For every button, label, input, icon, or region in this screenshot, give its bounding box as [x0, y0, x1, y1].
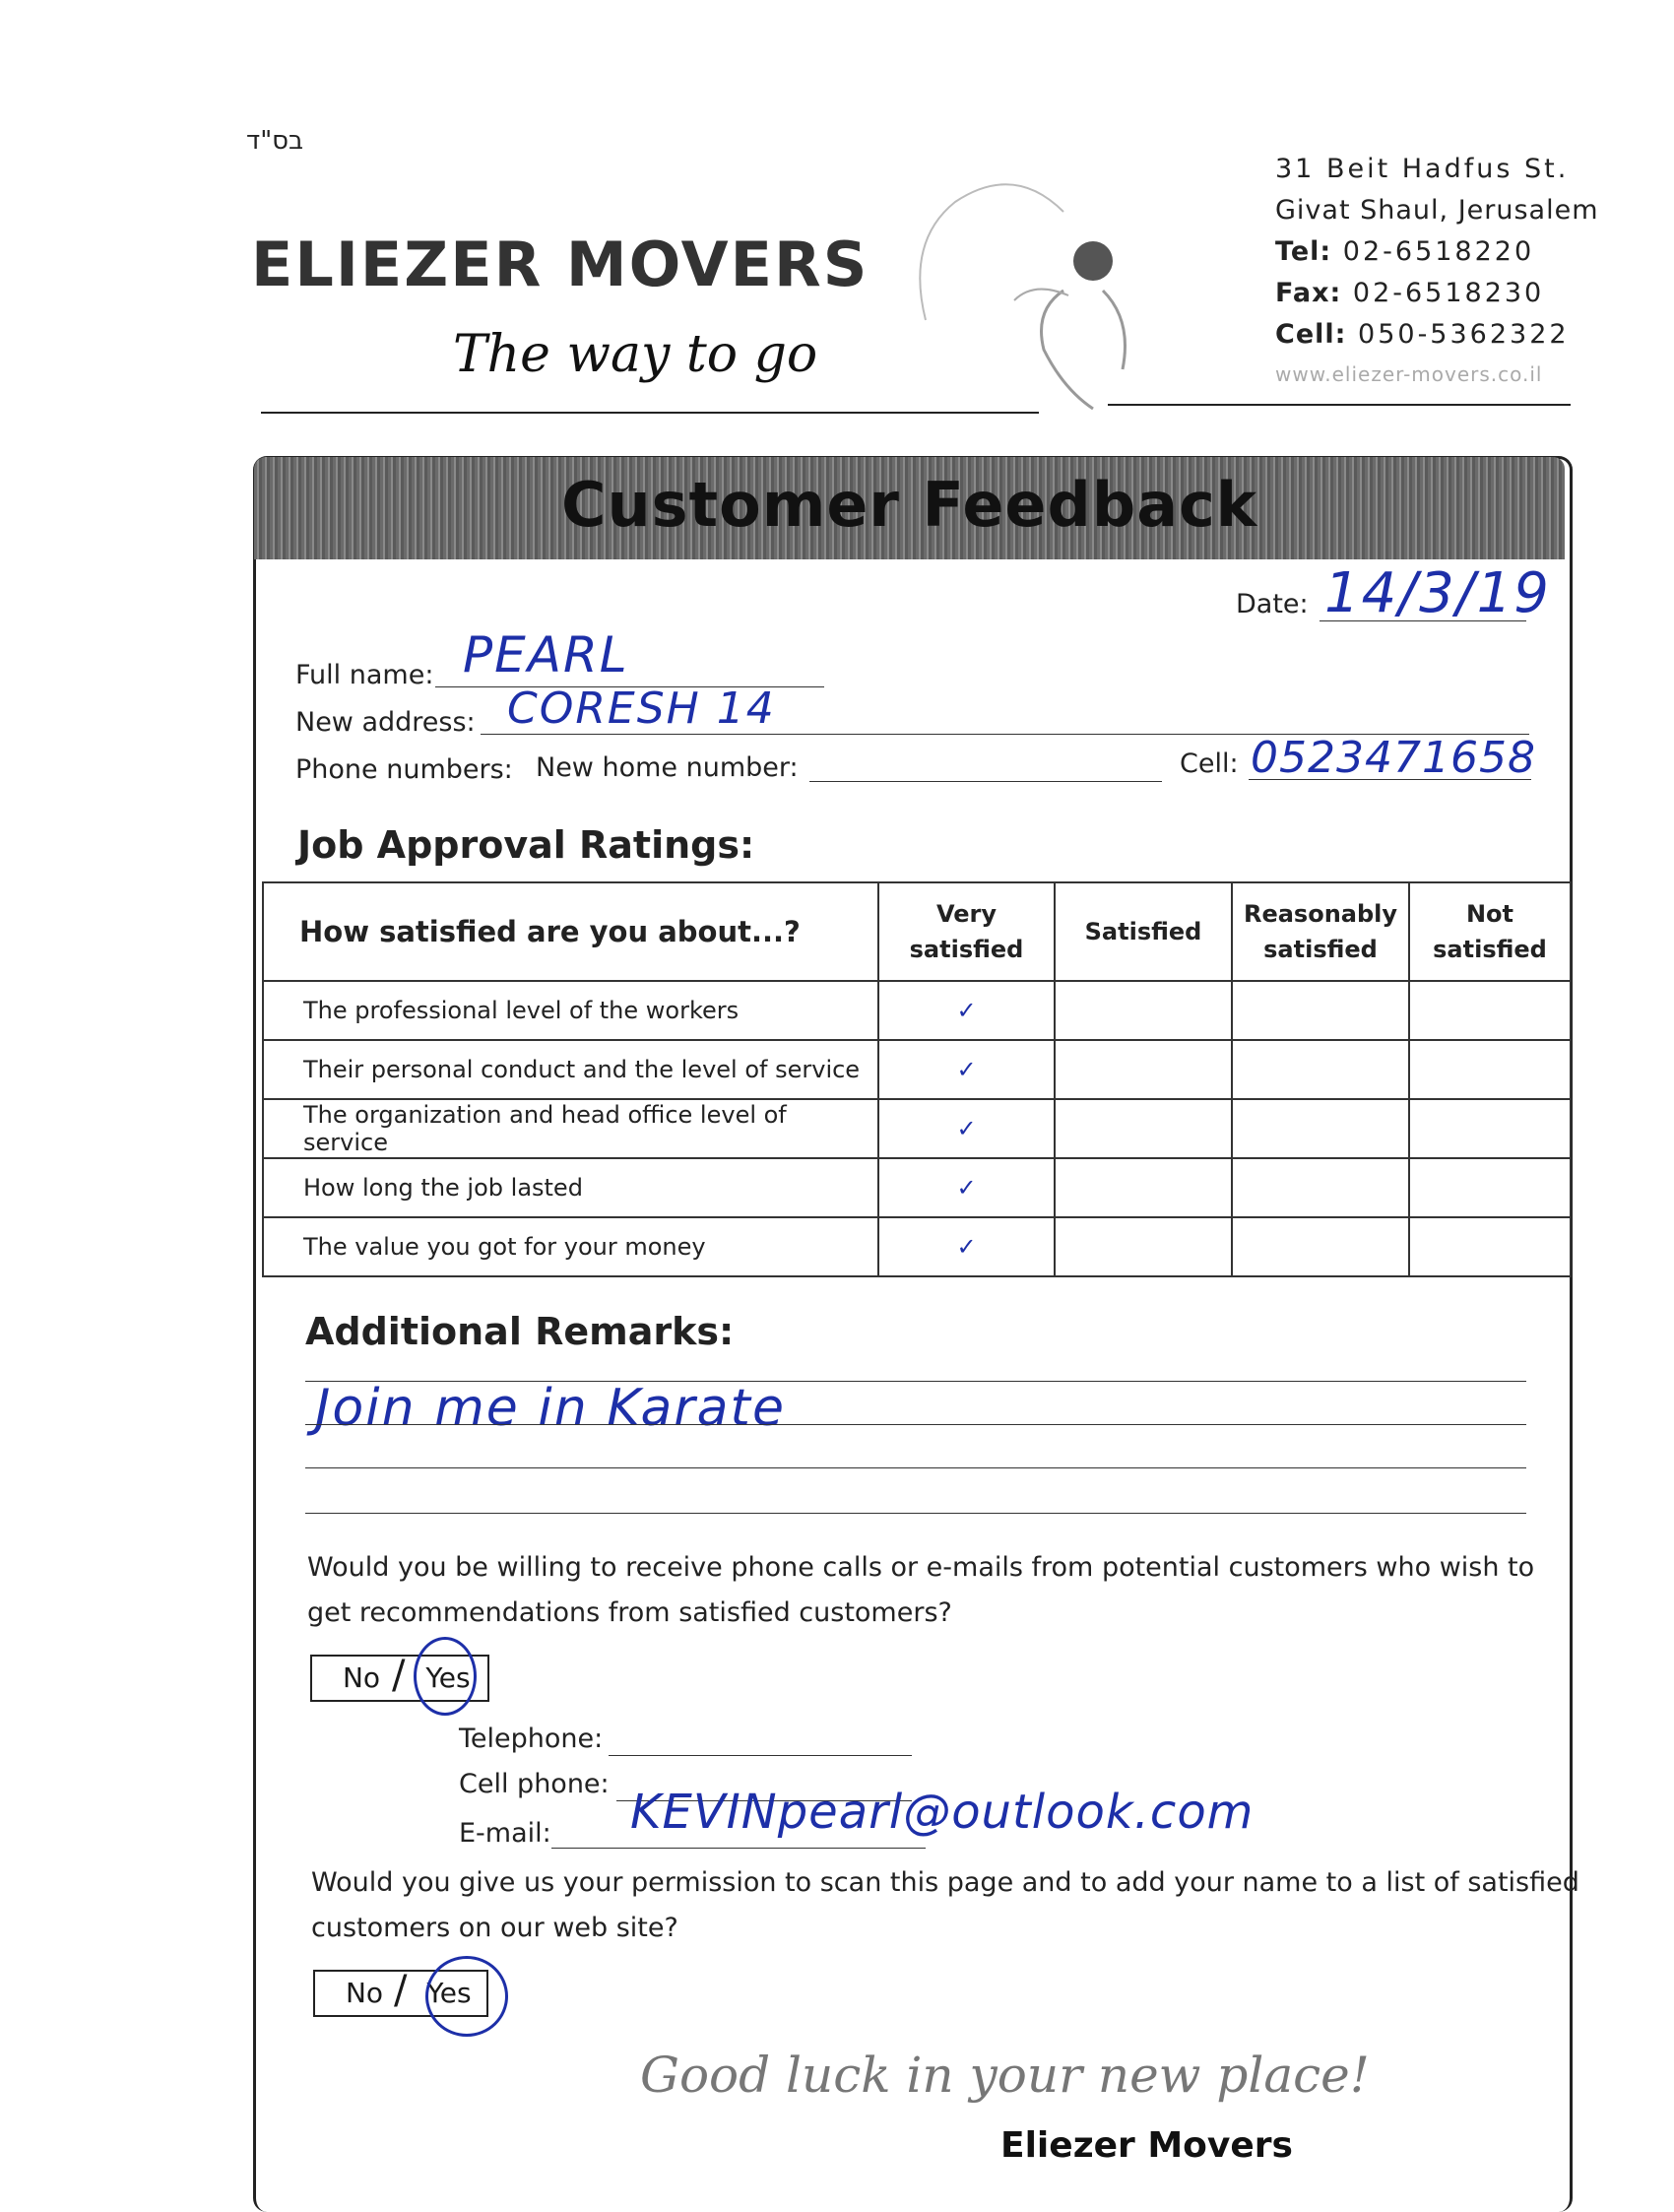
criterion-label: The professional level of the workers	[263, 981, 878, 1040]
cell-line	[1249, 779, 1531, 780]
permission-question-line-1: Would you give us your permission to scan this page and to add your name to a list of satisfied	[311, 1867, 1579, 1898]
address-line-2: Givat Shaul, Jerusalem	[1275, 195, 1599, 226]
rating-cell[interactable]	[1232, 981, 1409, 1040]
form-title: Customer Feedback	[560, 469, 1258, 541]
criterion-label: Their personal conduct and the level of service	[263, 1040, 878, 1099]
option-divider: /	[394, 1968, 408, 2013]
remarks-field[interactable]: Join me in Karate	[315, 1379, 786, 1438]
email-field[interactable]: KEVINpearl@outlook.com	[630, 1785, 1255, 1840]
check-cell[interactable]: ✓	[878, 1099, 1055, 1158]
new-address-label: New address:	[295, 707, 476, 738]
date-line	[1320, 620, 1526, 621]
check-cell[interactable]: ✓	[878, 1217, 1055, 1276]
remarks-heading: Additional Remarks:	[305, 1310, 735, 1353]
website: www.eliezer-movers.co.il	[1275, 362, 1543, 386]
hebrew-mark: בס"ד	[246, 126, 304, 156]
contact-no-option[interactable]: No	[310, 1655, 411, 1702]
cell-field[interactable]: 0523471658	[1251, 733, 1536, 783]
rating-cell[interactable]	[1409, 981, 1571, 1040]
rating-cell[interactable]	[1055, 1158, 1232, 1217]
cell-row	[1275, 319, 1570, 350]
contact-yes-circle	[414, 1637, 477, 1716]
full-name-label: Full name:	[295, 660, 434, 690]
criterion-label: How long the job lasted	[263, 1158, 878, 1217]
fax-row	[1275, 278, 1544, 308]
table-row	[263, 1099, 1571, 1158]
check-cell[interactable]: ✓	[878, 1158, 1055, 1217]
new-address-field[interactable]: CORESH 14	[507, 683, 776, 734]
table-row	[263, 981, 1571, 1040]
header-rule-left	[261, 412, 1039, 414]
telephone-label: Telephone:	[459, 1724, 604, 1754]
remarks-line	[305, 1467, 1526, 1468]
cell-field-label: Cell:	[1180, 748, 1239, 779]
date-label: Date:	[1236, 589, 1309, 619]
rating-cell[interactable]	[1055, 1099, 1232, 1158]
rating-cell[interactable]	[1409, 1099, 1571, 1158]
rating-cell[interactable]	[1409, 1040, 1571, 1099]
table-row	[263, 1040, 1571, 1099]
ratings-header-row	[263, 882, 1571, 981]
tel-label: Tel:	[1275, 236, 1332, 267]
contact-question-line-2: get recommendations from satisfied customers?	[307, 1597, 952, 1628]
header-rule-right	[1108, 404, 1571, 406]
full-name-field[interactable]: PEARL	[463, 626, 629, 683]
rating-cell[interactable]	[1409, 1217, 1571, 1276]
ratings-table	[262, 881, 1572, 1277]
tel-number: 02-6518220	[1342, 236, 1535, 267]
email-label: E-mail:	[459, 1818, 551, 1849]
cell-label: Cell:	[1275, 319, 1347, 350]
ratings-heading: Job Approval Ratings:	[297, 823, 755, 867]
option-divider: /	[392, 1653, 406, 1698]
rating-cell[interactable]	[1055, 1217, 1232, 1276]
new-home-label: New home number:	[536, 752, 799, 783]
criterion-label: The value you got for your money	[263, 1217, 878, 1276]
phone-numbers-label: Phone numbers:	[295, 754, 513, 785]
rating-cell[interactable]	[1232, 1217, 1409, 1276]
remarks-line	[305, 1424, 1526, 1425]
mover-logo	[896, 153, 1172, 419]
contact-question-line-1: Would you be willing to receive phone calls or e-mails from potential customers who wish to	[307, 1552, 1535, 1583]
company-name: ELIEZER MOVERS	[251, 228, 869, 300]
table-row	[263, 1217, 1571, 1276]
criterion-label: The organization and head office level of service	[263, 1099, 878, 1158]
permission-question-line-2: customers on our web site?	[311, 1913, 678, 1943]
column-satisfied: Satisfied	[1055, 882, 1232, 981]
email-line	[551, 1848, 926, 1849]
check-cell[interactable]: ✓	[878, 1040, 1055, 1099]
fax-number: 02-6518230	[1352, 278, 1545, 308]
column-not-satisfied: Not satisfied	[1409, 882, 1571, 981]
permission-yes-option[interactable]: Yes	[412, 1970, 488, 2017]
telephone-line	[609, 1755, 912, 1756]
permission-yes-circle	[425, 1956, 508, 2037]
rating-cell[interactable]	[1232, 1099, 1409, 1158]
rating-cell[interactable]	[1232, 1040, 1409, 1099]
rating-cell[interactable]	[1055, 1040, 1232, 1099]
rating-cell[interactable]	[1232, 1158, 1409, 1217]
new-home-line	[809, 781, 1162, 782]
rating-cell[interactable]	[1055, 981, 1232, 1040]
fax-label: Fax:	[1275, 278, 1342, 308]
column-reasonably-satisfied: Reasonably satisfied	[1232, 882, 1409, 981]
rating-cell[interactable]	[1409, 1158, 1571, 1217]
cell-number: 050-5362322	[1358, 319, 1570, 350]
footer-signature: Eliezer Movers	[1000, 2125, 1293, 2166]
permission-no-option[interactable]: No	[313, 1970, 414, 2017]
contact-yes-option[interactable]: Yes	[409, 1655, 489, 1702]
question-header: How satisfied are you about...?	[263, 882, 878, 981]
remarks-line	[305, 1381, 1526, 1382]
company-tagline: The way to go	[453, 325, 818, 384]
date-field[interactable]: 14/3/19	[1324, 561, 1551, 625]
cellphone-label: Cell phone:	[459, 1769, 610, 1799]
remarks-line	[305, 1513, 1526, 1514]
check-cell[interactable]: ✓	[878, 981, 1055, 1040]
table-row	[263, 1158, 1571, 1217]
column-very-satisfied: Very satisfied	[878, 882, 1055, 981]
tel-row	[1275, 236, 1534, 267]
address-line-1: 31 Beit Hadfus St.	[1275, 154, 1570, 184]
footer-wish: Good luck in your new place!	[640, 2047, 1370, 2104]
